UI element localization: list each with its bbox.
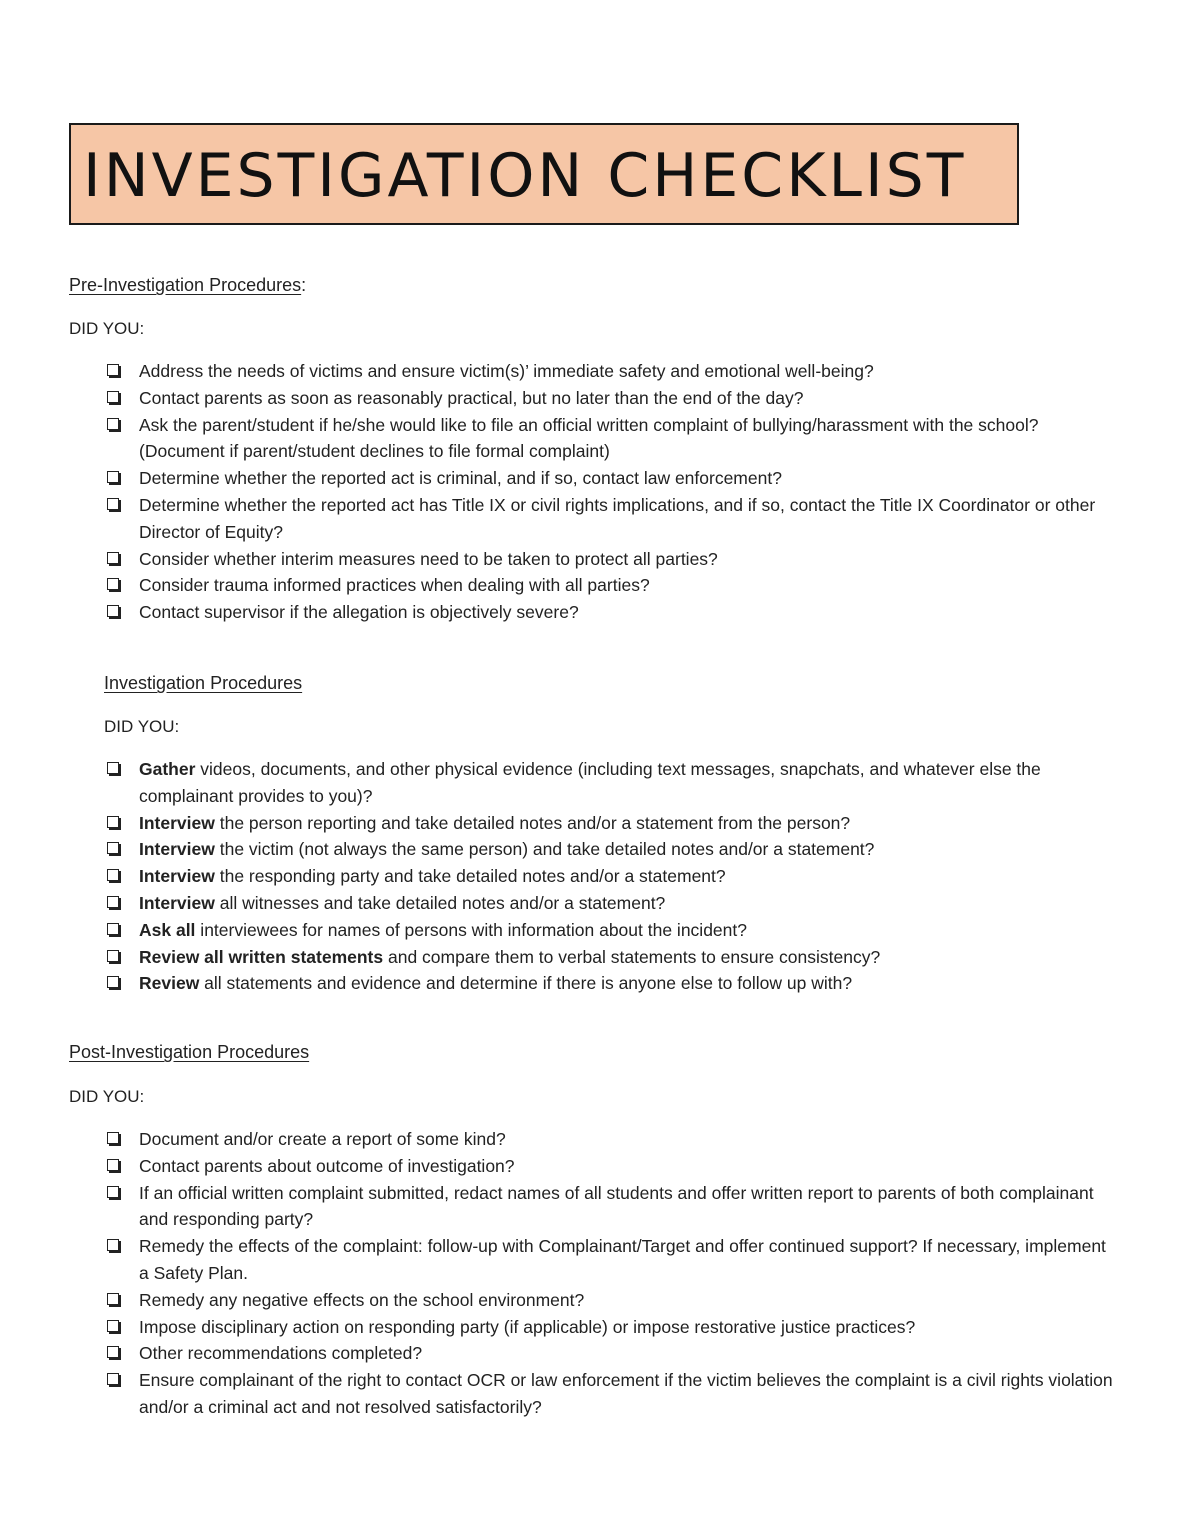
item-text: and compare them to verbal statements to ensure consistency? (383, 946, 881, 967)
item-text: Determine whether the reported act has Title IX or civil rights implications, and if so, contact the Title IX Coordinator or other Director of Equity? (139, 494, 1096, 542)
checkbox-icon[interactable] (107, 1186, 119, 1198)
checklist-item (106, 546, 1116, 573)
item-text: all statements and evidence and determine if there is anyone else to follow up with? (199, 973, 853, 994)
checklist-pre-investigation (106, 358, 1116, 626)
item-text: interviewees for names of persons with information about the incident? (195, 919, 747, 940)
checkbox-icon[interactable] (107, 869, 119, 881)
item-bold-lead: Interview (139, 866, 215, 887)
item-text: Ask the parent/student if he/she would like to file an official written complaint of bullying/harassment with the school? (Document if parent/student declines to file formal complaint) (139, 414, 1039, 462)
item-text: videos, documents, and other physical evidence (including text messages, snapchats, and whatever else the complainant provides to you)? (139, 759, 1041, 806)
item-text: Ensure complainant of the right to contact OCR or law enforcement if the victim believes the complaint is a civil rights violation and/or a criminal act and not resolved satisfactorily? (139, 1370, 1113, 1417)
checkbox-icon[interactable] (107, 1346, 119, 1358)
checklist-item (106, 1153, 1116, 1180)
checkbox-icon[interactable] (107, 605, 119, 617)
item-text: Determine whether the reported act is criminal, and if so, contact law enforcement? (139, 468, 782, 489)
item-text: Address the needs of victims and ensure victim(s)’ immediate safety and emotional well-being? (139, 361, 874, 381)
checklist-item (106, 358, 1116, 385)
section-heading-suffix: : (301, 275, 307, 295)
checklist-item (106, 385, 1116, 412)
checkbox-icon[interactable] (107, 1320, 119, 1332)
item-bold-lead: Review all written statements (139, 946, 384, 967)
checklist-item (106, 1314, 1116, 1341)
checkbox-icon[interactable] (107, 1239, 119, 1251)
checkbox-icon[interactable] (107, 364, 119, 376)
checklist-item (106, 1126, 1116, 1153)
checklist-item (106, 917, 1116, 944)
section-heading-investigation (104, 671, 302, 695)
checklist-item (106, 465, 1116, 492)
checklist-item (106, 492, 1116, 546)
item-text: Document and/or create a report of some kind? (139, 1129, 506, 1149)
checkbox-icon[interactable] (107, 578, 119, 590)
checklist-item (106, 836, 1116, 863)
item-text: Remedy any negative effects on the school environment? (139, 1289, 585, 1310)
item-bold-lead: Interview (139, 892, 215, 913)
section-prompt: DID YOU: (69, 1087, 145, 1106)
checklist-item (106, 412, 1116, 466)
checklist-item (106, 863, 1116, 890)
checkbox-icon[interactable] (107, 762, 119, 774)
section-heading-post-investigation (69, 1040, 309, 1064)
checkbox-icon[interactable] (107, 552, 119, 564)
item-text: all witnesses and take detailed notes and/or a statement? (214, 892, 666, 913)
checkbox-icon[interactable] (107, 498, 119, 510)
item-text: If an official written complaint submitted, redact names of all students and offer written report to parents of both complainant and responding party? (139, 1182, 1094, 1230)
item-bold-lead: Interview (139, 812, 215, 833)
section-heading-text: Pre-Investigation Procedures (69, 275, 302, 295)
checkbox-icon[interactable] (107, 896, 119, 908)
item-text: Consider trauma informed practices when dealing with all parties? (139, 575, 650, 596)
checklist-item (106, 572, 1116, 599)
checklist-item (106, 1180, 1116, 1234)
item-bold-lead: Review (139, 973, 200, 994)
page-title: INVESTIGATION CHECKLIST (83, 141, 967, 211)
checklist-investigation (106, 756, 1116, 997)
checklist-item (106, 890, 1116, 917)
item-text: Contact parents about outcome of investigation? (139, 1155, 515, 1176)
item-text: Remedy the effects of the complaint: follow-up with Complainant/Target and offer continued support? If necessary, implement a Safety Plan. (139, 1236, 1106, 1283)
checklist-item (106, 1367, 1116, 1421)
checklist-item (106, 599, 1116, 626)
item-text: the person reporting and take detailed notes and/or a statement from the person? (214, 812, 851, 833)
item-bold-lead: Gather (139, 759, 196, 779)
checkbox-icon[interactable] (107, 923, 119, 935)
checkbox-icon[interactable] (107, 391, 119, 403)
item-bold-lead: Ask all (139, 919, 196, 940)
checkbox-icon[interactable] (107, 1159, 119, 1171)
checkbox-icon[interactable] (107, 1132, 119, 1144)
checkbox-icon[interactable] (107, 471, 119, 483)
checkbox-icon[interactable] (107, 976, 119, 988)
item-bold-lead: Interview (139, 839, 215, 860)
checklist-item (106, 970, 1116, 997)
item-text: Contact parents as soon as reasonably practical, but no later than the end of the day? (139, 387, 804, 408)
section-heading-text: Post-Investigation Procedures (69, 1042, 310, 1062)
checkbox-icon[interactable] (107, 1373, 119, 1385)
section-prompt: DID YOU: (104, 717, 180, 736)
checkbox-icon[interactable] (107, 950, 119, 962)
section-heading-pre-investigation (69, 273, 306, 297)
item-text: Impose disciplinary action on responding party (if applicable) or impose restorative justice practices? (139, 1316, 916, 1337)
item-text: Other recommendations completed? (139, 1343, 423, 1364)
checkbox-icon[interactable] (107, 842, 119, 854)
item-text: the victim (not always the same person) and take detailed notes and/or a statement? (214, 839, 875, 860)
item-text: Consider whether interim measures need to be taken to protect all parties? (139, 548, 718, 569)
item-text: Contact supervisor if the allegation is objectively severe? (139, 602, 579, 623)
checklist-item (106, 1233, 1116, 1287)
checklist-item (106, 944, 1116, 971)
checklist-item (106, 1340, 1116, 1367)
section-heading-text: Investigation Procedures (104, 673, 303, 693)
checkbox-icon[interactable] (107, 418, 119, 430)
checkbox-icon[interactable] (107, 1293, 119, 1305)
checklist-post-investigation (106, 1126, 1116, 1421)
checklist-item (106, 756, 1116, 810)
checkbox-icon[interactable] (107, 816, 119, 828)
item-text: the responding party and take detailed notes and/or a statement? (214, 866, 726, 887)
checklist-item (106, 810, 1116, 837)
checklist-item (106, 1287, 1116, 1314)
section-prompt: DID YOU: (69, 319, 145, 338)
title-banner (69, 123, 1019, 225)
